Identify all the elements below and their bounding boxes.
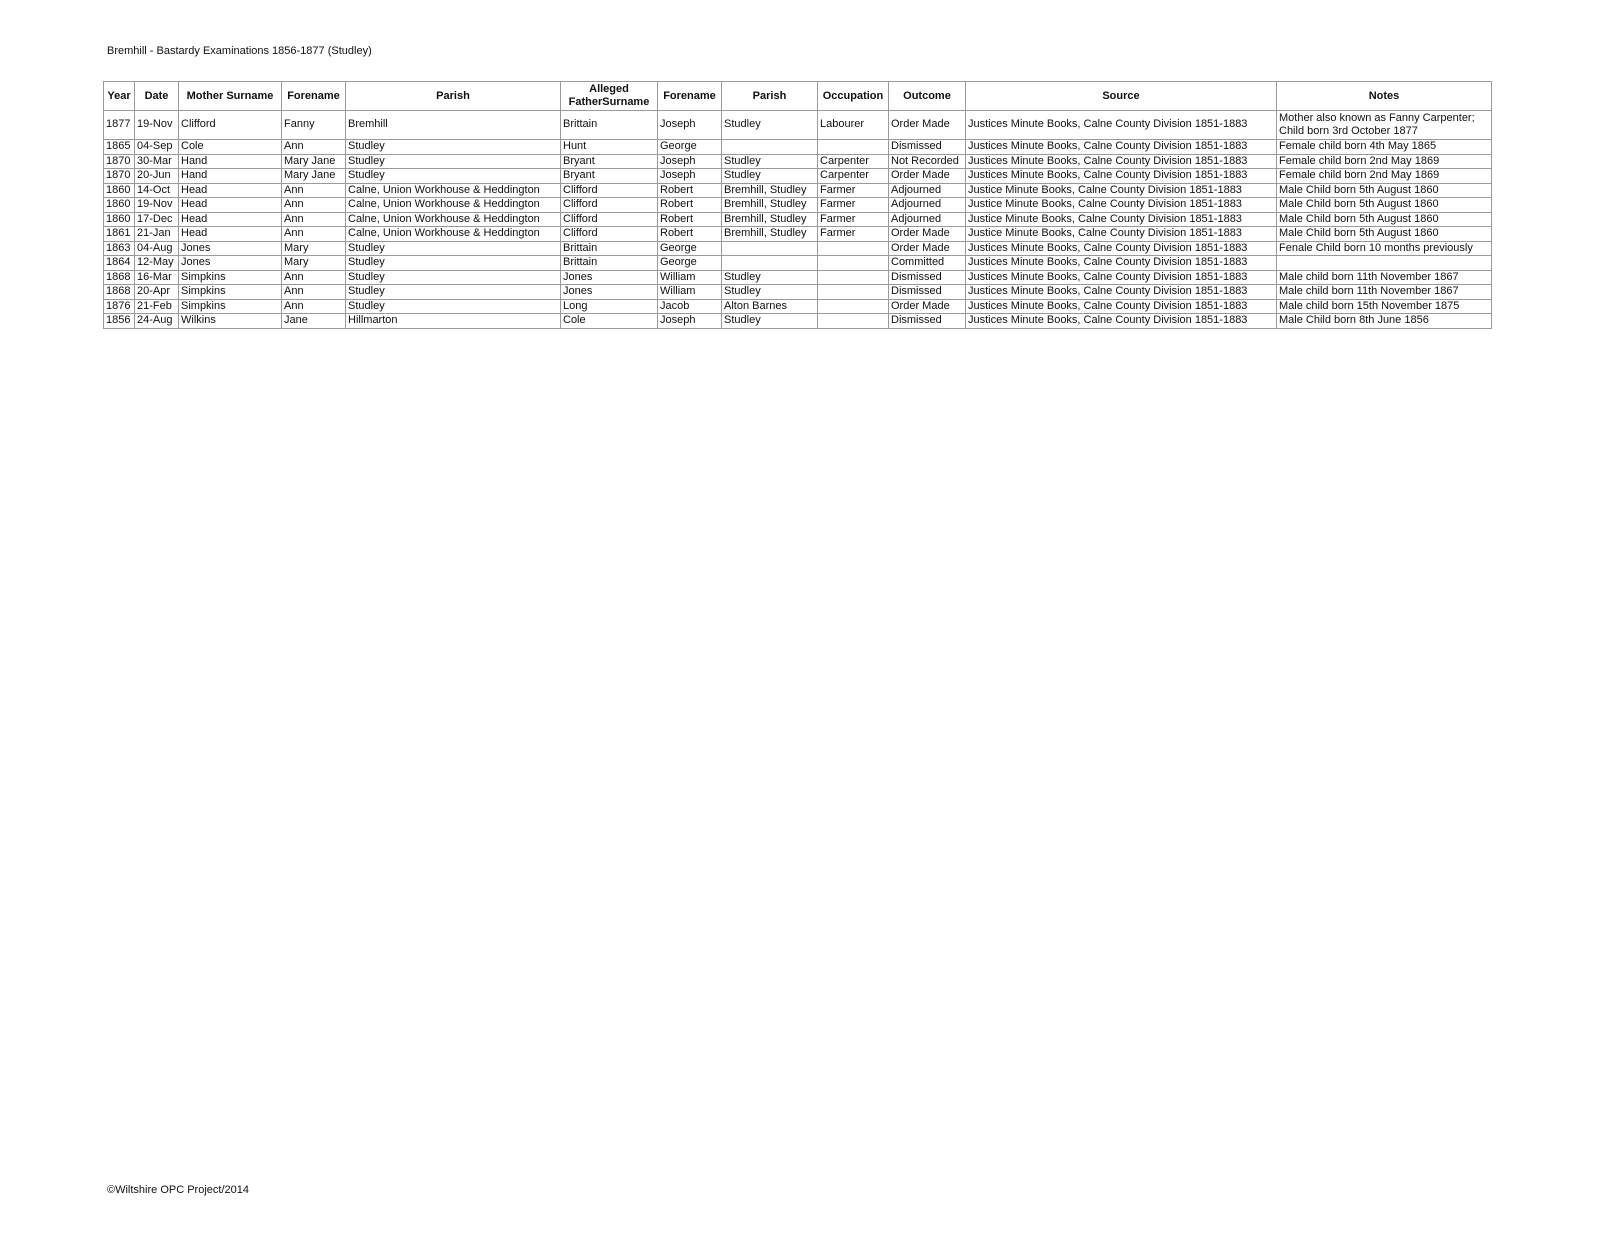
cell-outcome: Order Made: [889, 241, 966, 256]
cell-father-surname: Jones: [561, 285, 658, 300]
records-table: [103, 81, 1492, 329]
cell-mother-parish: Studley: [346, 299, 561, 314]
cell-mother-parish: Studley: [346, 169, 561, 184]
cell-occupation: Labourer: [818, 111, 889, 140]
cell-date: 19-Nov: [135, 198, 179, 213]
cell-father-parish: Studley: [722, 169, 818, 184]
cell-notes: Male Child born 5th August 1860: [1277, 198, 1492, 213]
cell-mother-surname: Wilkins: [179, 314, 282, 329]
cell-year: 1870: [104, 169, 135, 184]
cell-father-parish: Bremhill, Studley: [722, 227, 818, 242]
cell-father-parish: [722, 241, 818, 256]
cell-outcome: Adjourned: [889, 212, 966, 227]
cell-father-surname: Brittain: [561, 111, 658, 140]
table-row: [104, 270, 1492, 285]
col-header-father-parish: Parish: [722, 82, 818, 111]
col-header-date: Date: [135, 82, 179, 111]
cell-father-surname: Long: [561, 299, 658, 314]
cell-mother-surname: Hand: [179, 169, 282, 184]
cell-outcome: Dismissed: [889, 270, 966, 285]
cell-year: 1860: [104, 183, 135, 198]
col-header-father-forename: Forename: [658, 82, 722, 111]
cell-mother-parish: Hillmarton: [346, 314, 561, 329]
cell-outcome: Not Recorded: [889, 154, 966, 169]
cell-mother-parish: Calne, Union Workhouse & Heddington: [346, 212, 561, 227]
cell-mother-surname: Simpkins: [179, 299, 282, 314]
cell-father-forename: Jacob: [658, 299, 722, 314]
cell-date: 17-Dec: [135, 212, 179, 227]
table-row: [104, 256, 1492, 271]
cell-mother-forename: Fanny: [282, 111, 346, 140]
cell-mother-forename: Ann: [282, 285, 346, 300]
page-title: Bremhill - Bastardy Examinations 1856-1877 (Studley): [107, 45, 372, 57]
cell-mother-parish: Calne, Union Workhouse & Heddington: [346, 227, 561, 242]
cell-notes: Fenale Child born 10 months previously: [1277, 241, 1492, 256]
cell-mother-forename: Mary Jane: [282, 169, 346, 184]
cell-year: 1863: [104, 241, 135, 256]
cell-date: 19-Nov: [135, 111, 179, 140]
cell-occupation: [818, 256, 889, 271]
cell-father-surname: Bryant: [561, 169, 658, 184]
cell-source: Justices Minute Books, Calne County Division 1851-1883: [966, 111, 1277, 140]
cell-father-forename: William: [658, 285, 722, 300]
cell-father-surname: Bryant: [561, 154, 658, 169]
cell-mother-forename: Ann: [282, 227, 346, 242]
cell-father-surname: Clifford: [561, 198, 658, 213]
cell-date: 21-Feb: [135, 299, 179, 314]
cell-father-forename: Robert: [658, 212, 722, 227]
table-row: [104, 140, 1492, 155]
cell-notes: Female child born 4th May 1865: [1277, 140, 1492, 155]
cell-year: 1860: [104, 198, 135, 213]
cell-notes: Female child born 2nd May 1869: [1277, 154, 1492, 169]
cell-mother-surname: Cole: [179, 140, 282, 155]
table-row: [104, 299, 1492, 314]
cell-occupation: [818, 285, 889, 300]
table-row: [104, 285, 1492, 300]
cell-source: Justices Minute Books, Calne County Division 1851-1883: [966, 299, 1277, 314]
copyright-footer: ©Wiltshire OPC Project/2014: [107, 1184, 249, 1196]
cell-date: 20-Apr: [135, 285, 179, 300]
cell-mother-surname: Head: [179, 198, 282, 213]
cell-mother-parish: Studley: [346, 140, 561, 155]
cell-notes: [1277, 256, 1492, 271]
cell-year: 1865: [104, 140, 135, 155]
cell-occupation: [818, 270, 889, 285]
col-header-mother-parish: Parish: [346, 82, 561, 111]
cell-mother-surname: Simpkins: [179, 285, 282, 300]
cell-year: 1856: [104, 314, 135, 329]
cell-father-forename: William: [658, 270, 722, 285]
cell-mother-forename: Mary Jane: [282, 154, 346, 169]
cell-father-parish: Studley: [722, 154, 818, 169]
cell-father-surname: Brittain: [561, 241, 658, 256]
cell-mother-forename: Mary: [282, 241, 346, 256]
cell-mother-surname: Head: [179, 227, 282, 242]
cell-mother-parish: Studley: [346, 270, 561, 285]
cell-occupation: [818, 299, 889, 314]
cell-source: Justice Minute Books, Calne County Division 1851-1883: [966, 198, 1277, 213]
cell-occupation: Farmer: [818, 227, 889, 242]
cell-father-parish: Bremhill, Studley: [722, 198, 818, 213]
cell-source: Justices Minute Books, Calne County Division 1851-1883: [966, 169, 1277, 184]
cell-year: 1870: [104, 154, 135, 169]
cell-mother-surname: Clifford: [179, 111, 282, 140]
cell-mother-forename: Ann: [282, 212, 346, 227]
cell-date: 16-Mar: [135, 270, 179, 285]
cell-occupation: Carpenter: [818, 169, 889, 184]
cell-father-surname: Brittain: [561, 256, 658, 271]
col-header-mother-surname: Mother Surname: [179, 82, 282, 111]
cell-source: Justices Minute Books, Calne County Division 1851-1883: [966, 140, 1277, 155]
col-header-father-surname: Alleged FatherSurname: [561, 82, 658, 111]
cell-notes: Male Child born 5th August 1860: [1277, 212, 1492, 227]
cell-outcome: Adjourned: [889, 198, 966, 213]
cell-year: 1860: [104, 212, 135, 227]
cell-occupation: Farmer: [818, 212, 889, 227]
cell-father-parish: Studley: [722, 111, 818, 140]
cell-outcome: Order Made: [889, 111, 966, 140]
cell-father-forename: Joseph: [658, 154, 722, 169]
cell-mother-parish: Calne, Union Workhouse & Heddington: [346, 198, 561, 213]
cell-notes: Male Child born 5th August 1860: [1277, 183, 1492, 198]
col-header-year: Year: [104, 82, 135, 111]
cell-father-forename: George: [658, 140, 722, 155]
cell-mother-forename: Ann: [282, 270, 346, 285]
col-header-occupation: Occupation: [818, 82, 889, 111]
cell-source: Justice Minute Books, Calne County Division 1851-1883: [966, 212, 1277, 227]
cell-father-forename: Joseph: [658, 314, 722, 329]
cell-date: 14-Oct: [135, 183, 179, 198]
table-row: [104, 241, 1492, 256]
cell-father-parish: [722, 140, 818, 155]
cell-father-parish: Bremhill, Studley: [722, 212, 818, 227]
col-header-notes: Notes: [1277, 82, 1492, 111]
table-row: [104, 198, 1492, 213]
cell-mother-parish: Bremhill: [346, 111, 561, 140]
cell-father-surname: Clifford: [561, 227, 658, 242]
cell-mother-surname: Head: [179, 212, 282, 227]
cell-father-parish: [722, 256, 818, 271]
cell-outcome: Dismissed: [889, 140, 966, 155]
table-row: [104, 154, 1492, 169]
cell-date: 20-Jun: [135, 169, 179, 184]
cell-mother-forename: Mary: [282, 256, 346, 271]
cell-outcome: Dismissed: [889, 314, 966, 329]
cell-source: Justices Minute Books, Calne County Division 1851-1883: [966, 285, 1277, 300]
cell-outcome: Order Made: [889, 299, 966, 314]
cell-source: Justices Minute Books, Calne County Division 1851-1883: [966, 241, 1277, 256]
cell-year: 1868: [104, 285, 135, 300]
cell-mother-parish: Studley: [346, 154, 561, 169]
cell-father-surname: Clifford: [561, 183, 658, 198]
cell-father-surname: Jones: [561, 270, 658, 285]
cell-father-parish: Studley: [722, 270, 818, 285]
cell-mother-surname: Jones: [179, 256, 282, 271]
cell-year: 1877: [104, 111, 135, 140]
cell-notes: Male child born 11th November 1867: [1277, 270, 1492, 285]
cell-notes: Male Child born 5th August 1860: [1277, 227, 1492, 242]
cell-outcome: Order Made: [889, 169, 966, 184]
cell-mother-parish: Studley: [346, 256, 561, 271]
cell-mother-surname: Hand: [179, 154, 282, 169]
cell-source: Justices Minute Books, Calne County Division 1851-1883: [966, 154, 1277, 169]
cell-mother-parish: Calne, Union Workhouse & Heddington: [346, 183, 561, 198]
table-row: [104, 111, 1492, 140]
cell-source: Justices Minute Books, Calne County Division 1851-1883: [966, 270, 1277, 285]
cell-date: 04-Aug: [135, 241, 179, 256]
cell-father-surname: Cole: [561, 314, 658, 329]
table-row: [104, 212, 1492, 227]
cell-father-surname: Hunt: [561, 140, 658, 155]
table-row: [104, 183, 1492, 198]
cell-occupation: [818, 140, 889, 155]
cell-occupation: [818, 241, 889, 256]
cell-mother-forename: Ann: [282, 140, 346, 155]
cell-source: Justices Minute Books, Calne County Division 1851-1883: [966, 256, 1277, 271]
cell-year: 1861: [104, 227, 135, 242]
col-header-mother-forename: Forename: [282, 82, 346, 111]
cell-notes: Female child born 2nd May 1869: [1277, 169, 1492, 184]
cell-mother-parish: Studley: [346, 241, 561, 256]
cell-father-forename: Robert: [658, 198, 722, 213]
cell-date: 24-Aug: [135, 314, 179, 329]
cell-occupation: Farmer: [818, 198, 889, 213]
cell-father-parish: Studley: [722, 314, 818, 329]
cell-father-forename: Robert: [658, 183, 722, 198]
cell-occupation: [818, 314, 889, 329]
cell-mother-surname: Simpkins: [179, 270, 282, 285]
cell-notes: Male child born 11th November 1867: [1277, 285, 1492, 300]
cell-father-forename: Robert: [658, 227, 722, 242]
cell-father-surname: Clifford: [561, 212, 658, 227]
cell-mother-parish: Studley: [346, 285, 561, 300]
cell-notes: Mother also known as Fanny Carpenter; Child born 3rd October 1877: [1277, 111, 1492, 140]
table-row: [104, 314, 1492, 329]
cell-date: 21-Jan: [135, 227, 179, 242]
cell-date: 30-Mar: [135, 154, 179, 169]
cell-outcome: Adjourned: [889, 183, 966, 198]
cell-mother-surname: Head: [179, 183, 282, 198]
cell-year: 1864: [104, 256, 135, 271]
col-header-outcome: Outcome: [889, 82, 966, 111]
cell-notes: Male Child born 8th June 1856: [1277, 314, 1492, 329]
table-row: [104, 169, 1492, 184]
cell-mother-forename: Ann: [282, 198, 346, 213]
cell-father-parish: Studley: [722, 285, 818, 300]
cell-father-parish: Alton Barnes: [722, 299, 818, 314]
cell-notes: Male child born 15th November 1875: [1277, 299, 1492, 314]
cell-date: 12-May: [135, 256, 179, 271]
header-row: [104, 82, 1492, 111]
cell-father-parish: Bremhill, Studley: [722, 183, 818, 198]
col-header-source: Source: [966, 82, 1277, 111]
cell-source: Justice Minute Books, Calne County Division 1851-1883: [966, 227, 1277, 242]
cell-father-forename: Joseph: [658, 169, 722, 184]
cell-outcome: Dismissed: [889, 285, 966, 300]
cell-mother-surname: Jones: [179, 241, 282, 256]
cell-year: 1876: [104, 299, 135, 314]
cell-father-forename: George: [658, 241, 722, 256]
cell-mother-forename: Ann: [282, 183, 346, 198]
cell-mother-forename: Ann: [282, 299, 346, 314]
cell-mother-forename: Jane: [282, 314, 346, 329]
cell-occupation: Carpenter: [818, 154, 889, 169]
cell-father-forename: Joseph: [658, 111, 722, 140]
cell-year: 1868: [104, 270, 135, 285]
cell-source: Justices Minute Books, Calne County Division 1851-1883: [966, 314, 1277, 329]
cell-outcome: Order Made: [889, 227, 966, 242]
cell-date: 04-Sep: [135, 140, 179, 155]
cell-source: Justice Minute Books, Calne County Division 1851-1883: [966, 183, 1277, 198]
cell-occupation: Farmer: [818, 183, 889, 198]
table-row: [104, 227, 1492, 242]
cell-father-forename: George: [658, 256, 722, 271]
cell-outcome: Committed: [889, 256, 966, 271]
